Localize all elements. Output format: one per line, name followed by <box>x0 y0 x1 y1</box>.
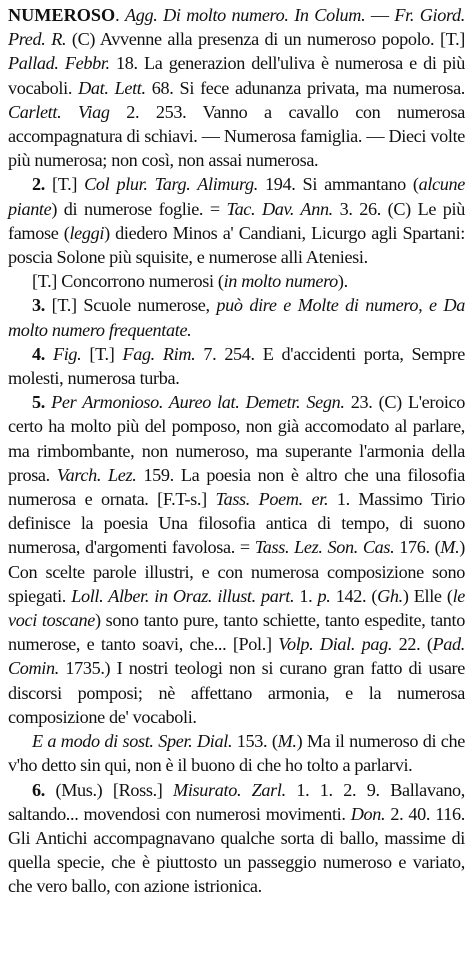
italic-text: leggi <box>69 222 105 243</box>
text-run: 153. ( <box>232 731 278 752</box>
text-run <box>45 344 53 364</box>
italic-text: p. <box>317 585 331 606</box>
text-run: ) sono tanto pure, tanto schiette, tanto espedite, tanto numerose, e tanto soavi, che... [Pol.] <box>8 610 465 655</box>
italic-text: Fr. Giord. Pred. R. <box>8 5 465 50</box>
text-run: 7. 254. E d'accidenti porta, Sempre molesti, numerosa turba. <box>8 343 465 389</box>
text-run: 3. 26. (C) Le più famose ( <box>8 198 465 243</box>
italic-text: M. <box>277 731 297 752</box>
entry-paragraph <box>8 729 465 777</box>
text-run: . <box>115 5 125 25</box>
text-run: 1. Massimo Tirio definisce la poesia Una filosofia antica di tempo, di suono numerosa, d'argomenti favolosa. = <box>8 489 465 558</box>
text-run: 159. La poesia non è altro che una filosofia numerosa e ornata. [F.T-s.] <box>8 464 466 510</box>
text-run: 23. (C) L'eroico certo ha molto più del pomposo, non già accomodato al parlare, ma rimbombante, non numeroso, ma superante l'armonia della prosa. <box>8 392 466 485</box>
text-run: [T.] <box>44 174 85 195</box>
sense-number: 5. <box>32 392 45 413</box>
italic-text: Fig. <box>52 343 82 364</box>
italic-text: Dat. Lett. <box>78 77 146 98</box>
sense-number: 3. <box>32 295 45 316</box>
text-run: 1. <box>294 585 318 606</box>
entry-paragraph <box>8 342 465 390</box>
italic-text: Misurato. Zarl. <box>173 779 286 800</box>
text-run: (C) Avvenne alla presenza di un numeroso popolo. [T.] <box>66 29 465 50</box>
text-run: (Mus.) [Ross.] <box>44 779 174 800</box>
entry-paragraph <box>8 3 465 172</box>
text-run: 68. Si fece adunanza privata, ma numerosa. <box>145 77 466 98</box>
headword: NUMEROSO <box>8 5 116 25</box>
text-run: 1. 1. 2. 9. Ballavano, saltando... movendosi con numerosi movimenti. <box>8 779 466 824</box>
text-run: — <box>365 5 395 25</box>
italic-text: Tass. Poem. er. <box>215 489 329 510</box>
italic-text: alcune piante <box>8 174 465 219</box>
sense-number: 2. <box>32 174 45 195</box>
text-run: 18. La generazion dell'uliva è numerosa e di più vocaboli. <box>8 53 466 98</box>
text-run: [T.] Scuole numerose, <box>44 295 217 316</box>
italic-text: Per Armonioso. Aureo lat. Demetr. Segn. <box>51 392 345 413</box>
text-run: ) Con scelte parole illustri, e con numerosa composizione sono spiegati. <box>8 537 466 606</box>
text-run: ) Elle ( <box>402 585 453 606</box>
text-run: 2. 40. 116. Gli Antichi accompagnavano qualche sorta di ballo, massime di quella specie, che è piuttosto un passeggio numeroso e variato, che vero ballo, con azione istrionica. <box>8 803 465 897</box>
italic-text: Pad. Comin. <box>8 634 465 679</box>
italic-text: Loll. Alber. in Oraz. illust. part. <box>71 585 295 606</box>
italic-text: Tac. Dav. Ann. <box>226 198 333 219</box>
text-run: 22. ( <box>392 634 433 655</box>
italic-text: in molto numero <box>223 271 338 292</box>
italic-text: Agg. Di molto numero. In Colum. <box>124 5 366 25</box>
italic-text: Varch. Lez. <box>56 464 137 485</box>
text-run: [T.] <box>81 343 123 364</box>
text-run: [T.] Concorrono numerosi ( <box>32 271 224 292</box>
italic-text: Tass. Lez. Son. Cas. <box>254 537 395 558</box>
text-run: ). <box>337 271 348 292</box>
text-run: ) diedero Minos a' Candiani, Licurgo agli Spartani: poscia Solone più squisite, e numerose alli Ateniesi. <box>8 222 465 268</box>
sense-number: 6. <box>32 779 45 800</box>
text-run: 1735.) I nostri teologi non si curano gran fatto di usare discorsi pomposi; nè affettano armonia, e la numerosa composizione de' vocaboli. <box>8 658 465 727</box>
italic-text: Don. <box>350 803 386 824</box>
italic-text: Pallad. Febbr. <box>8 53 110 74</box>
entry-paragraph <box>8 172 465 269</box>
italic-text: le voci toscane <box>8 585 465 631</box>
sense-number: 4. <box>32 343 45 364</box>
text-run: 142. ( <box>330 585 378 606</box>
text-run: ) di numerose foglie. = <box>51 198 227 219</box>
italic-text: E a modo di sost. Sper. Dial. <box>32 731 233 752</box>
italic-text: può dire e Molte di numero, e Da molto numero frequentate. <box>8 295 466 340</box>
text-run: 2. 253. Vanno a cavallo con numerosa accompagnatura di schiavi. — Numerosa famiglia. — Dieci volte più numerosa; non così, non assai numerosa. <box>8 101 465 171</box>
italic-text: Col plur. Targ. Alimurg. <box>84 174 258 195</box>
entry-paragraph <box>8 293 465 341</box>
entry-paragraph <box>8 390 465 729</box>
italic-text: M. <box>440 537 460 558</box>
entry-paragraph <box>8 269 465 293</box>
entry-paragraph <box>8 778 465 899</box>
text-run: ) Ma il numeroso di che v'ho detto sin qui, non è il buono di che ho tolto a parlarvi. <box>8 731 465 776</box>
italic-text: Fag. Rim. <box>122 343 196 364</box>
text-run: 176. ( <box>394 537 441 558</box>
italic-text: Carlett. Viag <box>8 101 110 122</box>
italic-text: Volp. Dial. pag. <box>278 634 393 655</box>
text-run: 194. Si ammantano ( <box>257 174 419 195</box>
italic-text: Gh. <box>377 585 403 606</box>
